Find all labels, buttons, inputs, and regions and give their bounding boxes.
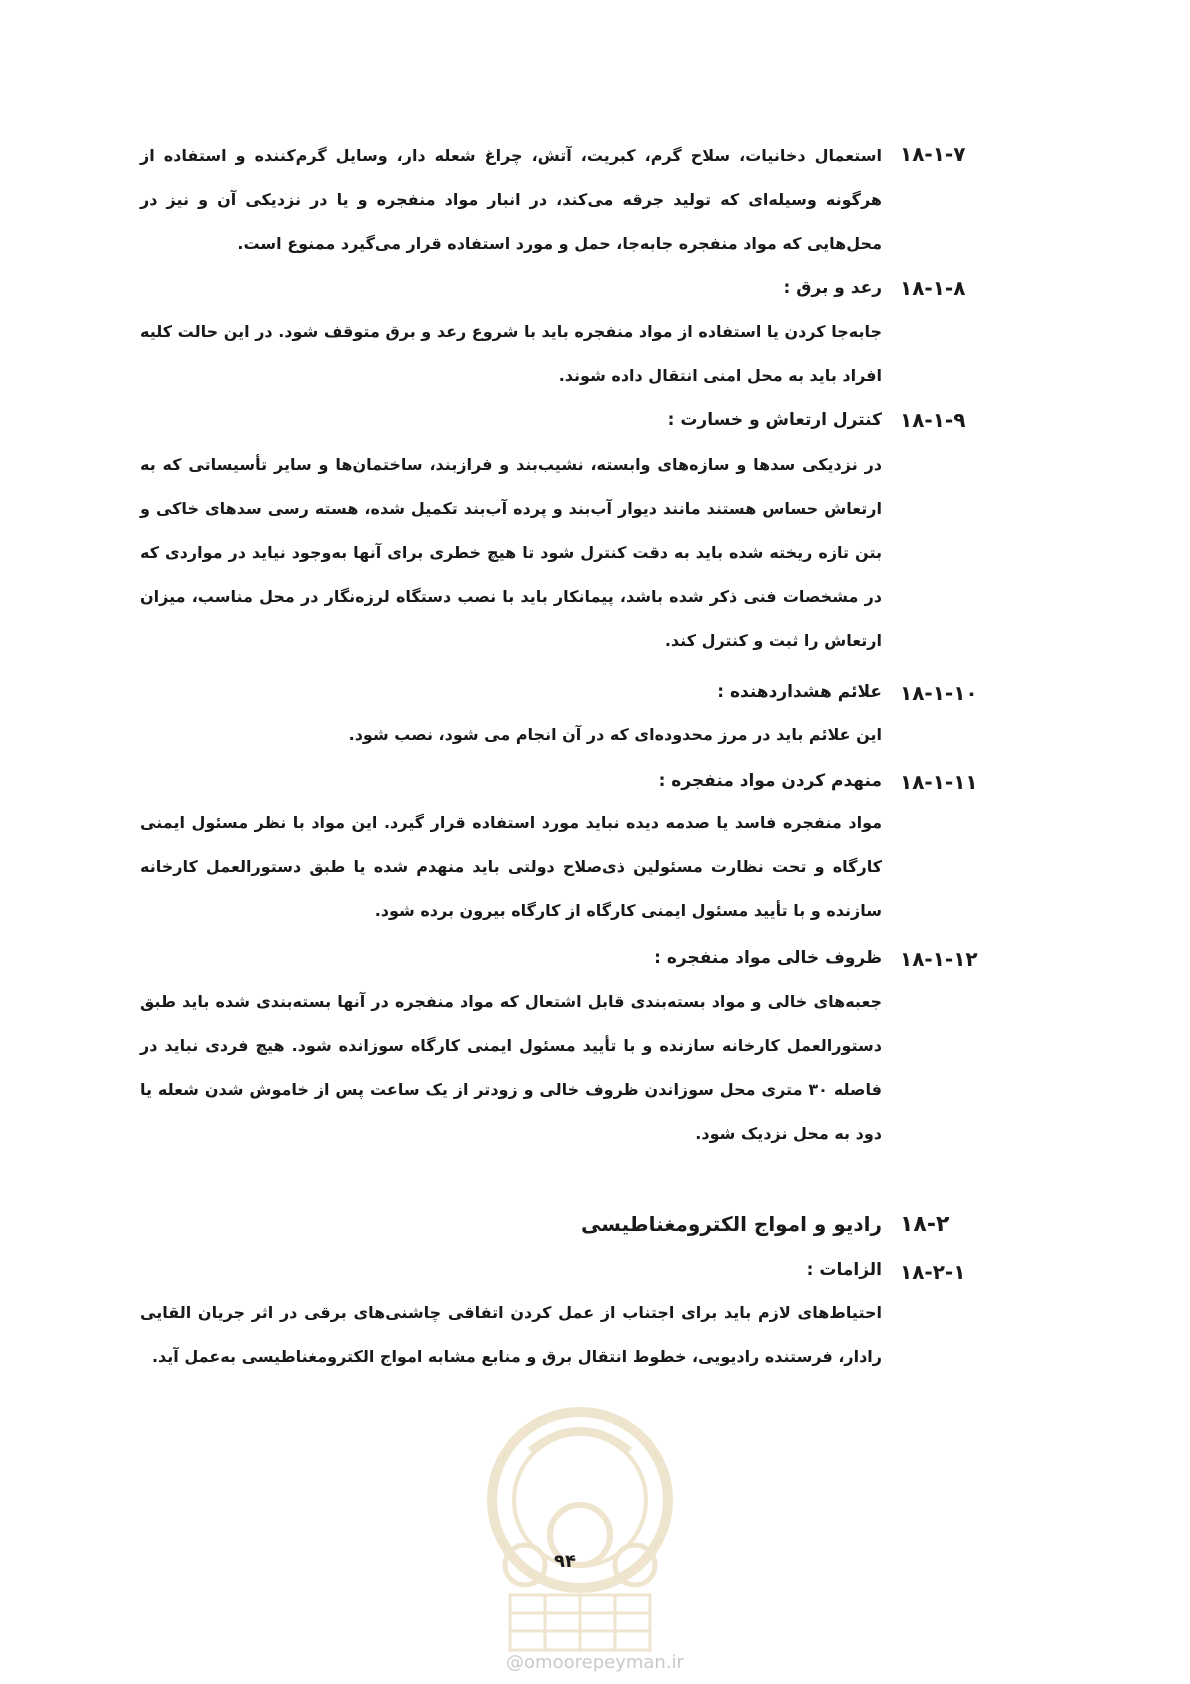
section-number: ۱۸-۱-۱۲ [900, 947, 978, 971]
section-number: ۱۸-۱-۸ [900, 276, 966, 300]
watermark-site: @omoorepeyman.ir [506, 1652, 684, 1673]
section-number: ۱۸-۲-۱ [900, 1260, 966, 1284]
section-text: استعمال دخانیات، سلاح گرم، کبریت، آتش، چراغ شعله دار، وسایل گرم‌کننده و استفاده از هرگونه وسیله‌ای که تولید جرقه می‌کند، در انبار مواد منفجره و یا در نزدیکی آن و نیز در محل‌هایی که مواد منفجره جابه‌جا، حمل و مورد استفاده قرار می‌گیرد ممنوع است. [140, 146, 882, 253]
section-title: منهدم کردن مواد منفجره : [658, 771, 882, 791]
section-text: در نزدیکی سدها و سازه‌های وابسته، نشیب‌بند و فرازبند، ساختمان‌ها و سایر تأسیساتی که به ارتعاش حساس هستند مانند دیوار آب‌بند و پرده آب‌بند تکمیل شده، هسته رسی سدهای خاکی و بتن تازه ریخته شده باید به دقت کنترل شود تا هیچ خطری برای آنها به‌وجود نیاید در مواردی که در مشخصات فنی ذکر شده باشد، پیمانکار باید با نصب دستگاه لرزه‌نگار در محل مناسب، میزان ارتعاش را ثبت و کنترل کند. [140, 455, 882, 650]
section-number: ۱۸-۱-۱۱ [900, 770, 978, 794]
section-title: علائم هشداردهنده : [717, 682, 882, 702]
section-text: جعبه‌های خالی و مواد بسته‌بندی قابل اشتعال که مواد منفجره در آنها بسته‌بندی شده باید طبق دستورالعمل کارخانه سازنده و با تأیید مسئول ایمنی کارگاه سوزانده شود. هیچ فردی نباید در فاصله ۳۰ متری محل سوزاندن ظروف خالی و زودتر از یک ساعت پس از خاموش شدن شعله یا دود به محل نزدیک شود. [140, 992, 883, 1143]
heading-title: رادیو و امواج الکترومغناطیسی [580, 1212, 882, 1236]
section-text: احتیاط‌های لازم باید برای اجتناب از عمل کردن اتفاقی چاشنی‌های برقی در اثر جریان القایی رادار، فرستنده رادیویی، خطوط انتقال برق و منابع مشابه امواج الکترومغناطیسی به‌عمل آید. [140, 1303, 882, 1366]
section-title: رعد و برق : [783, 278, 882, 298]
section-number: ۱۸-۱-۷ [900, 142, 966, 166]
section-text: مواد منفجره فاسد یا صدمه دیده نباید مورد استفاده قرار گیرد. این مواد با نظر مسئول ایمنی کارگاه و تحت نظارت مسئولین ذی‌صلاح دولتی باید منهدم شده یا طبق دستورالعمل کارخانه سازنده و با تأیید مسئول ایمنی کارگاه از کارگاه بیرون برده شود. [140, 813, 882, 920]
section-text: این علائم باید در مرز محدوده‌ای که در آن انجام می شود، نصب شود. [348, 725, 882, 744]
section-title: کنترل ارتعاش و خسارت : [667, 410, 882, 430]
section-number: ۱۸-۱-۱۰ [900, 681, 978, 705]
section-title: ظروف خالی مواد منفجره : [654, 948, 882, 968]
page-number: ۹۴ [554, 1551, 576, 1572]
heading-number: ۱۸-۲ [900, 1212, 950, 1237]
watermark-seal-icon [470, 1390, 690, 1660]
section-title: الزامات : [806, 1260, 882, 1280]
section-number: ۱۸-۱-۹ [900, 408, 966, 432]
section-text: جابه‌جا کردن یا استفاده از مواد منفجره باید با شروع رعد و برق متوقف شود. در این حالت کلیه افراد باید به محل امنی انتقال داده شوند. [140, 322, 882, 385]
